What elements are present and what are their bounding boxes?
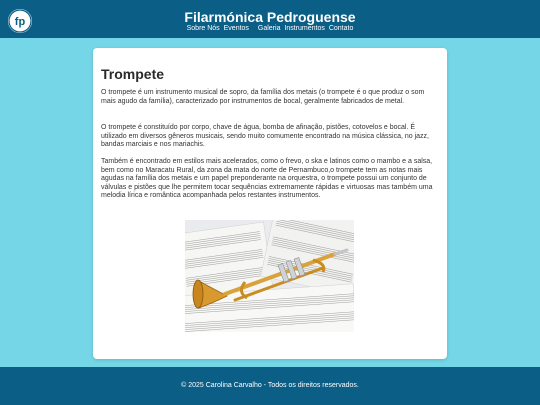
nav-link-instrumentos[interactable]: Instrumentos — [284, 25, 325, 32]
footer-copyright: © 2025 Carolina Carvalho - Todos os direitos reservados. — [181, 382, 359, 389]
site-footer — [0, 367, 540, 405]
trumpet-image — [185, 220, 354, 332]
content-card — [93, 48, 447, 359]
main-nav — [0, 24, 540, 33]
nav-link-sobre-nos[interactable]: Sobre Nós — [186, 25, 220, 32]
logo-text: fp — [14, 16, 26, 28]
nav-link-eventos[interactable]: Eventos — [223, 25, 249, 32]
paragraph-construction: O trompete é constituído por corpo, chave de água, bomba de afinação, pistões, cotovelos e bocal. É utilizado em diversos gêneros musicais, sendo muito comumente encontrado na música clássica, no jazz, bandas marciais e nos mariachis. — [101, 124, 429, 148]
nav-link-galeria[interactable]: Galeria — [257, 25, 281, 32]
nav-link-contato[interactable]: Contato — [328, 25, 354, 32]
paragraph-styles: Também é encontrado em estilos mais acelerados, como o frevo, o ska e latinos como o mambo e a salsa, bem como no Maracatu Rural, da zona da mata do norte de Pernambuco,o trompete tem as notas mais agudas na família dos metais e um papel preponderante na orquestra, o trompete possui um conjunto de válvulas e pistões que lhe permitem tocar sequências extremamente rápidas e virtuosas mas também uma melodia lírica e romântica acompanhada pelos restantes instrumentos. — [101, 158, 433, 199]
site-title: Filarmónica Pedroguense — [184, 9, 356, 25]
page-title: Trompete — [101, 66, 165, 82]
site-header — [0, 0, 540, 38]
paragraph-intro: O trompete é um instrumento musical de sopro, da família dos metais (o trompete é o que produz o som mais agudo da família), caracterizado por instrumentos de bocal, geralmente fabricados de metal. — [101, 89, 425, 105]
